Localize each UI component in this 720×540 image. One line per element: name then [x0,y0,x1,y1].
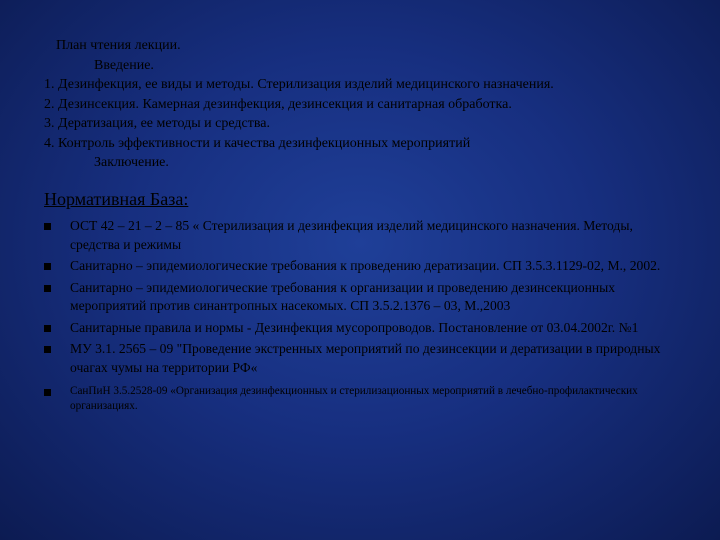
list-item [44,340,674,377]
list-item-text: ОСТ 42 – 21 – 2 – 85 « Стерилизация и дезинфекция изделий медицинского назначения. Методы, средства и режимы [70,218,633,252]
square-bullet-icon [44,285,51,292]
square-bullet-icon [44,263,51,270]
plan-item: 3. Дератизация, ее методы и средства. [44,116,270,131]
square-bullet-icon [44,389,51,396]
list-item [44,319,674,338]
normative-list [44,217,674,417]
square-bullet-icon [44,223,51,230]
list-item [44,279,674,316]
list-item-text: Санитарные правила и нормы - Дезинфекция мусоропроводов. Постановление от 03.04.2002г. №1 [70,319,639,335]
plan-item: 2. Дезинсекция. Камерная дезинфекция, дезинсекция и санитарная обработка. [44,96,512,112]
lecture-plan [44,36,704,173]
list-item-text: Санитарно – эпидемиологические требования к организации и проведению дезинсекционных мероприятий против синантропных насекомых. СП 3.5.2.1376 – 03, М.,2003 [70,279,616,313]
normative-heading: Нормативная База: [44,189,189,209]
plan-item: 1. Дезинфекция, ее виды и методы. Стерилизация изделий медицинского назначения. [44,77,554,92]
list-item-text: СанПиН 3.5.2528-09 «Организация дезинфекционных и стерилизационных мероприятий в лечебно-профилактических организациях. [70,385,638,412]
plan-title: План чтения лекции. [56,38,181,53]
square-bullet-icon [44,346,51,353]
list-item-text: Санитарно – эпидемиологические требования к проведению дератизации. СП 3.5.3.1129-02, М., 2002. [70,258,661,273]
square-bullet-icon [44,325,51,332]
list-item-text: МУ 3.1. 2565 – 09 "Проведение экстренных мероприятий по дезинсекции и дератизации в природных очагах чумы на территории РФ« [70,341,661,375]
plan-intro: Введение. [94,57,154,73]
list-item [44,217,674,254]
list-item [44,384,674,414]
plan-item: 4. Контроль эффективности и качества дезинфекционных мероприятий [44,135,471,151]
list-item [44,257,674,276]
plan-conclusion: Заключение. [94,155,169,170]
